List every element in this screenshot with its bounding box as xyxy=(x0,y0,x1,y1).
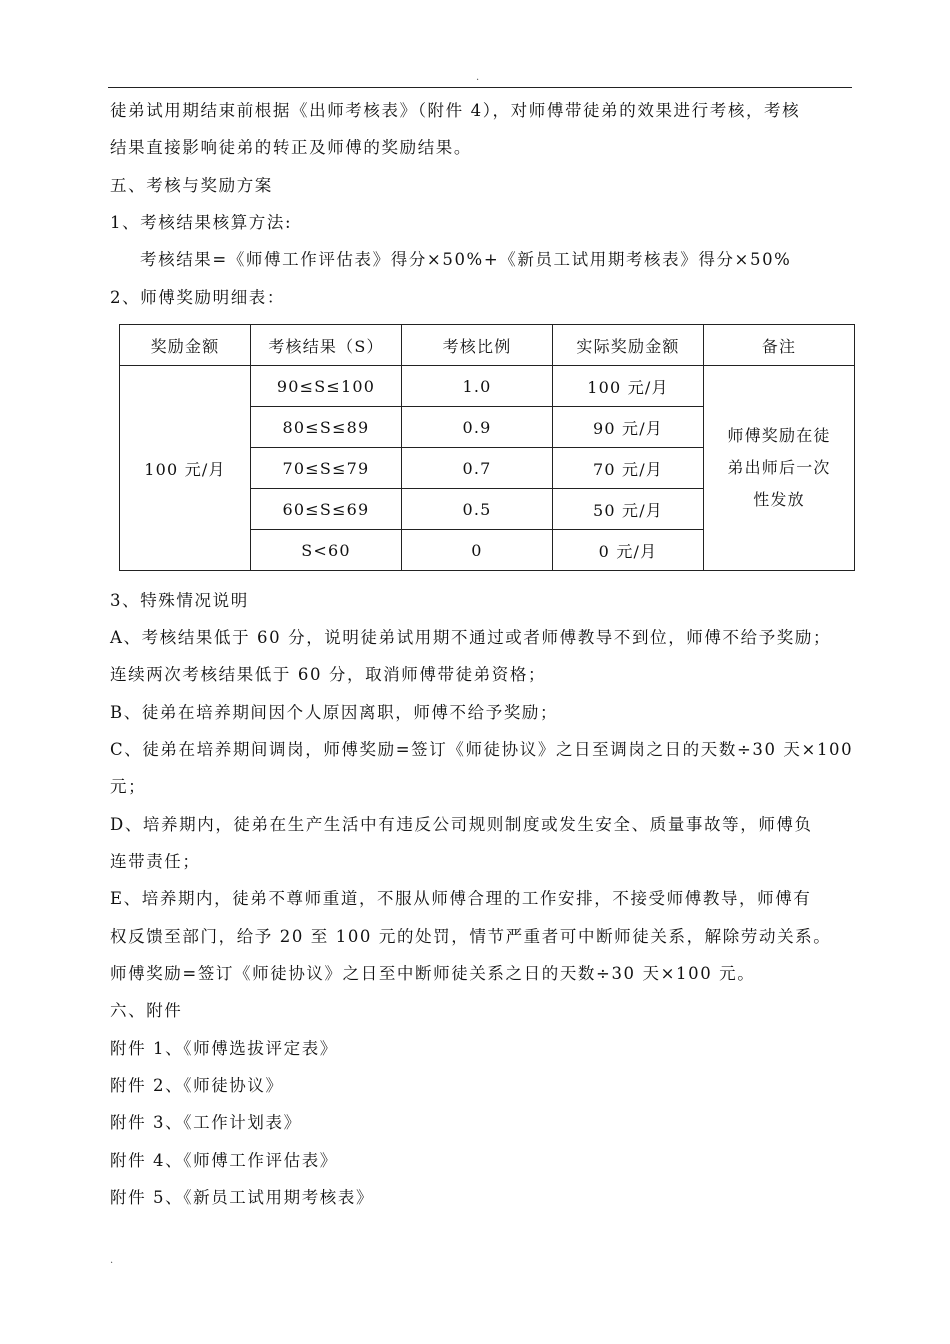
table-header: 考核结果（S） xyxy=(251,325,402,366)
paragraph-line: 权反馈至部门，给予 20 至 100 元的处罚，情节严重者可中断师徒关系，解除劳动关系。 xyxy=(110,927,832,946)
formula-line: 考核结果=《师傅工作评估表》得分×50%+《新员工试用期考核表》得分×50% xyxy=(140,250,792,269)
subheading-special-cases: 3、特殊情况说明 xyxy=(110,591,249,610)
header-dot: . xyxy=(476,72,480,83)
paragraph-line: C、徒弟在培养期间调岗，师傅奖励=签订《师徒协议》之日至调岗之日的天数÷30 天×100 xyxy=(110,740,854,759)
table-header: 奖励金额 xyxy=(120,325,251,366)
paragraph-line: 师傅奖励=签订《师徒协议》之日至中断师徒关系之日的天数÷30 天×100 元。 xyxy=(110,964,756,983)
score-range-cell: S<60 xyxy=(251,530,402,571)
paragraph-line: 连带责任； xyxy=(110,852,201,871)
actual-reward-cell: 70 元/月 xyxy=(553,448,704,489)
ratio-cell: 0 xyxy=(402,530,553,571)
paragraph-line: 元； xyxy=(110,777,147,796)
attachment-item: 附件 2、《师徒协议》 xyxy=(110,1076,284,1095)
table-row xyxy=(120,366,855,407)
attachment-item: 附件 5、《新员工试用期考核表》 xyxy=(110,1188,375,1207)
score-range-cell: 80≤S≤89 xyxy=(251,407,402,448)
ratio-cell: 0.7 xyxy=(402,448,553,489)
note-line: 弟出师后一次 xyxy=(727,458,831,477)
paragraph-line: 连续两次考核结果低于 60 分，取消师傅带徒弟资格； xyxy=(110,665,547,684)
actual-reward-cell: 100 元/月 xyxy=(553,366,704,407)
attachment-item: 附件 1、《师傅选拔评定表》 xyxy=(110,1039,338,1058)
header-rule xyxy=(108,87,852,88)
note-cell xyxy=(704,366,855,571)
paragraph-line: B、徒弟在培养期间因个人原因离职，师傅不给予奖励； xyxy=(110,703,559,722)
score-range-cell: 70≤S≤79 xyxy=(251,448,402,489)
score-range-cell: 60≤S≤69 xyxy=(251,489,402,530)
footer-dot: . xyxy=(110,1255,114,1266)
score-range-cell: 90≤S≤100 xyxy=(251,366,402,407)
actual-reward-cell: 50 元/月 xyxy=(553,489,704,530)
actual-reward-cell: 0 元/月 xyxy=(553,530,704,571)
ratio-cell: 0.5 xyxy=(402,489,553,530)
paragraph-line: 结果直接影响徒弟的转正及师傅的奖励结果。 xyxy=(110,138,472,157)
table-header: 考核比例 xyxy=(402,325,553,366)
subheading-calc-method: 1、考核结果核算方法: xyxy=(110,213,293,232)
ratio-cell: 0.9 xyxy=(402,407,553,448)
reward-amount-cell: 100 元/月 xyxy=(120,366,251,571)
table-header: 备注 xyxy=(704,325,855,366)
attachment-item: 附件 3、《工作计划表》 xyxy=(110,1113,302,1132)
actual-reward-cell: 90 元/月 xyxy=(553,407,704,448)
reward-table xyxy=(119,324,855,571)
paragraph-line: E、培养期内，徒弟不尊师重道，不服从师傅合理的工作安排，不接受师傅教导，师傅有 xyxy=(110,889,812,908)
ratio-cell: 1.0 xyxy=(402,366,553,407)
section-heading-6: 六、附件 xyxy=(110,1001,183,1020)
paragraph-line: D、培养期内，徒弟在生产生活中有违反公司规则制度或发生安全、质量事故等，师傅负 xyxy=(110,815,813,834)
table-header: 实际奖励金额 xyxy=(553,325,704,366)
note-line: 性发放 xyxy=(753,490,805,509)
attachment-item: 附件 4、《师傅工作评估表》 xyxy=(110,1151,338,1170)
paragraph-line: 徒弟试用期结束前根据《出师考核表》（附件 4），对师傅带徒弟的效果进行考核，考核 xyxy=(110,101,801,120)
subheading-reward-table: 2、师傅奖励明细表： xyxy=(110,288,285,307)
section-heading-5: 五、考核与奖励方案 xyxy=(110,176,273,195)
note-line: 师傅奖励在徒 xyxy=(727,426,831,445)
paragraph-line: A、考核结果低于 60 分，说明徒弟试用期不通过或者师傅教导不到位，师傅不给予奖励； xyxy=(110,628,832,647)
table-header-row xyxy=(120,325,855,366)
